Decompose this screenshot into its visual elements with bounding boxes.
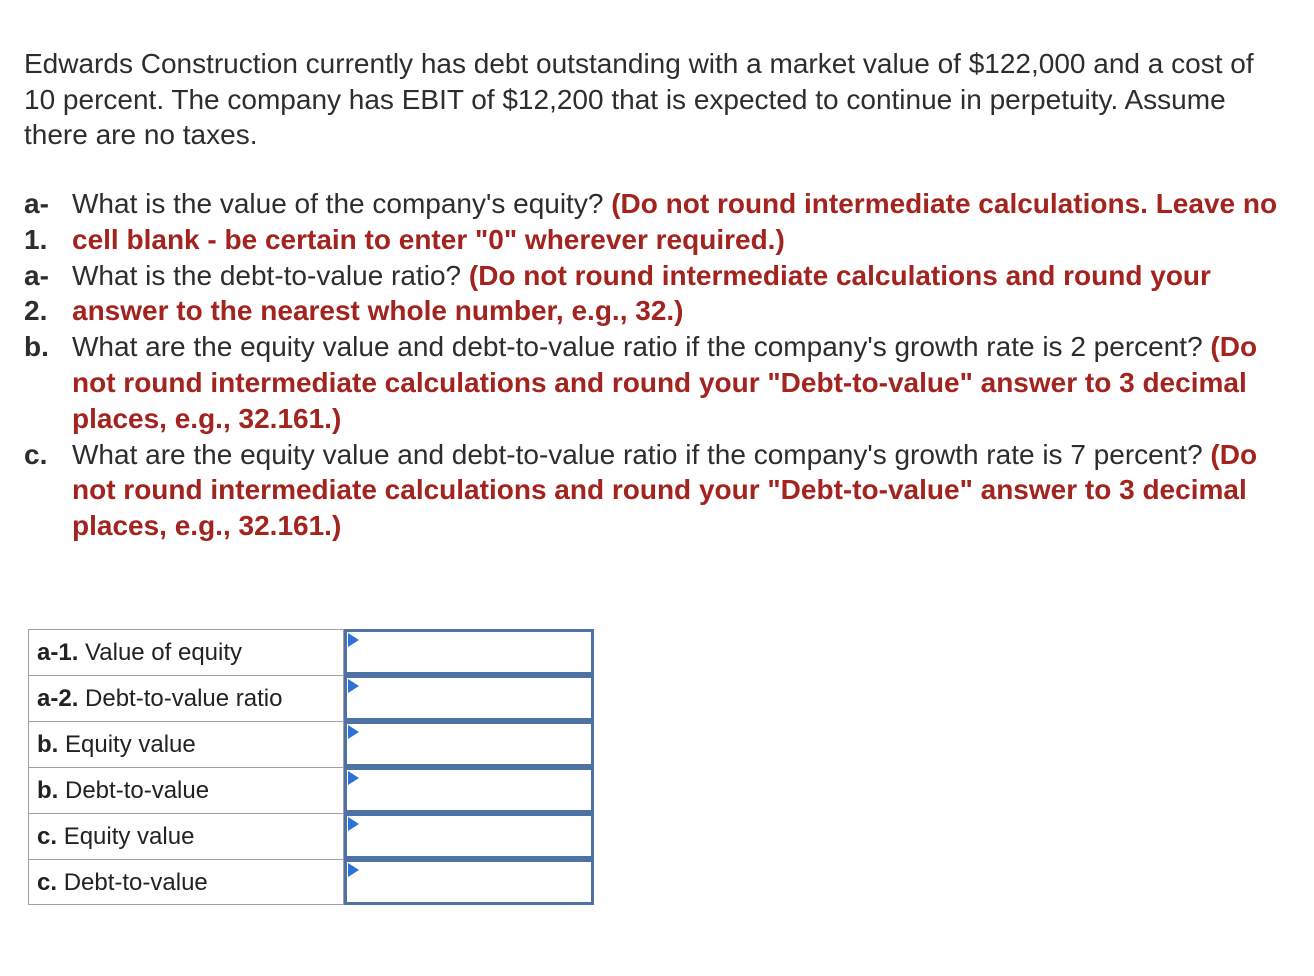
question-instruction: (Do not round intermediate calculations and round your "Debt-to-value" answer to 3 decimal places, e.g., 32.161.): [72, 331, 1258, 434]
answer-label-prefix: a-1.: [37, 639, 79, 666]
answer-table: [28, 629, 594, 905]
answer-label-text: Debt-to-value: [63, 869, 208, 896]
answer-label: [28, 629, 344, 675]
question-instruction: (Do not round intermediate calculations and round your answer to the nearest whole number, e.g., 32.): [72, 259, 1211, 327]
value-of-equity-input[interactable]: [347, 632, 591, 672]
answer-row-b-equity-value: [28, 721, 594, 767]
answer-label: [28, 859, 344, 905]
answer-cell: [344, 629, 594, 675]
answer-row-b-debt-to-value: [28, 767, 594, 813]
answer-label-prefix: b.: [37, 731, 59, 758]
answer-row-debt-to-value-ratio: [28, 675, 594, 721]
c-debt-to-value-input[interactable]: [347, 862, 591, 902]
answer-label-prefix: a-2.: [37, 685, 79, 712]
question-list: [24, 186, 1284, 544]
answer-label-text: Debt-to-value: [65, 777, 210, 804]
question-text: What are the equity value and debt-to-value ratio if the company's growth rate is 7 percent?: [72, 438, 1211, 470]
question-body: [72, 329, 1284, 436]
answer-label-prefix: c.: [37, 869, 58, 896]
answer-label: [28, 813, 344, 859]
answer-label-prefix: c.: [37, 823, 58, 850]
question-b: [24, 329, 1284, 436]
question-text: What is the debt-to-value ratio?: [72, 259, 469, 291]
answer-label-text: Equity value: [63, 823, 195, 850]
answer-row-c-debt-to-value: [28, 859, 594, 905]
answer-row-c-equity-value: [28, 813, 594, 859]
answer-label-prefix: b.: [37, 777, 59, 804]
answer-cell: [344, 675, 594, 721]
answer-label-text: Debt-to-value ratio: [85, 685, 283, 712]
question-a2: [24, 258, 1284, 330]
c-equity-value-input[interactable]: [347, 816, 591, 856]
question-label: a-1.: [24, 188, 49, 255]
problem-statement: Edwards Construction currently has debt outstanding with a market value of $122,000 and a cost of 10 percent. The company has EBIT of $12,200 that is expected to continue in perpetuity. Assume there are no taxes.: [24, 48, 1254, 150]
question-text: What are the equity value and debt-to-value ratio if the company's growth rate is 2 percent?: [72, 331, 1211, 363]
question-instruction: (Do not round intermediate calculations and round your "Debt-to-value" answer to 3 decimal places, e.g., 32.161.): [72, 438, 1258, 542]
question-label: b.: [24, 331, 49, 363]
question-a1: [24, 186, 1284, 258]
answer-label-text: Equity value: [65, 731, 196, 758]
question-label: c.: [24, 438, 48, 470]
question-body: [72, 258, 1284, 330]
answer-label: [28, 675, 344, 721]
answer-cell: [344, 813, 594, 859]
question-body: [72, 437, 1284, 544]
question-label: a-2.: [24, 259, 49, 327]
answer-cell: [344, 721, 594, 767]
answer-row-value-of-equity: [28, 629, 594, 675]
b-debt-to-value-input[interactable]: [347, 770, 591, 810]
answer-label: [28, 721, 344, 767]
answer-cell: [344, 859, 594, 905]
question-instruction: (Do not round intermediate calculations. Leave no cell blank - be certain to enter "0" wherever required.): [72, 188, 1278, 255]
answer-label-text: Value of equity: [85, 639, 243, 666]
question-c: [24, 437, 1284, 544]
question-body: [72, 186, 1284, 258]
answer-cell: [344, 767, 594, 813]
b-equity-value-input[interactable]: [347, 724, 591, 764]
debt-to-value-ratio-input[interactable]: [347, 678, 591, 718]
question-text: What is the value of the company's equity?: [72, 188, 612, 219]
answer-label: [28, 767, 344, 813]
